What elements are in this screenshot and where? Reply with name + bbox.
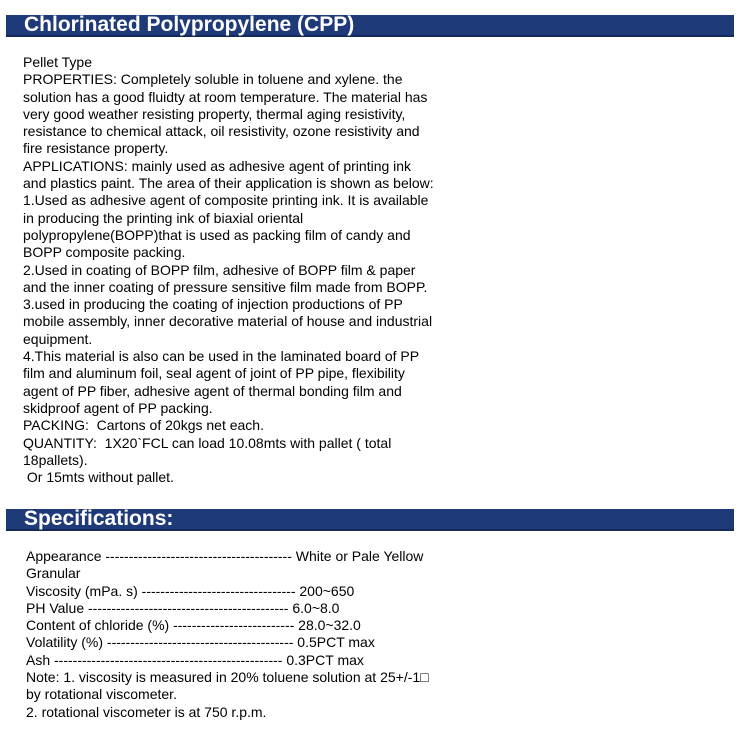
description-line: very good weather resisting property, thermal aging resistivity, <box>23 105 406 122</box>
description-line: 18pallets). <box>23 451 88 468</box>
description-line: resistance to chemical attack, oil resistivity, ozone resistivity and <box>23 123 420 140</box>
description-line: solution has a good fluidty at room temperature. The material has <box>23 88 428 105</box>
description-line: mobile assembly, inner decorative material of house and industrial <box>23 313 433 330</box>
specification-line: Granular <box>26 565 81 582</box>
description-line: and the inner coating of pressure sensitive film made from BOPP. <box>23 278 428 295</box>
description-line: Or 15mts without pallet. <box>23 469 174 486</box>
description-line: 1.Used as adhesive agent of composite printing ink. It is available <box>23 192 429 209</box>
description-line: PACKING: Cartons of 20kgs net each. <box>23 417 264 434</box>
specification-line: Viscosity (mPa. s) --------------------------------- 200~650 <box>26 582 355 599</box>
product-description <box>23 54 463 486</box>
description-line: polypropylene(BOPP)that is used as packing film of candy and <box>23 226 411 243</box>
description-line: 3.used in producing the coating of injection productions of PP <box>23 296 403 313</box>
specifications-list <box>26 548 466 721</box>
description-line: equipment. <box>23 330 93 347</box>
description-line: 2.Used in coating of BOPP film, adhesive of BOPP film & paper <box>23 261 416 278</box>
specification-line: by rotational viscometer. <box>26 686 177 703</box>
description-line: PROPERTIES: Completely soluble in toluene and xylene. the <box>23 71 403 88</box>
description-line: and plastics paint. The area of their application is shown as below: <box>23 175 434 192</box>
specification-line: Ash ------------------------------------------------- 0.3PCT max <box>26 651 364 668</box>
product-title-bar <box>6 15 734 37</box>
specification-line: Appearance ---------------------------------------- White or Pale Yellow <box>26 548 424 564</box>
specification-line: Volatility (%) ---------------------------------------- 0.5PCT max <box>26 634 375 651</box>
description-line: Pellet Type <box>23 54 93 70</box>
specification-line: Content of chloride (%) -------------------------- 28.0~32.0 <box>26 617 361 634</box>
description-line: agent of PP fiber, adhesive agent of thermal bonding film and <box>23 382 402 399</box>
specification-line: Note: 1. viscosity is measured in 20% toluene solution at 25+/-1□ <box>26 669 429 686</box>
description-line: skidproof agent of PP packing. <box>23 399 213 416</box>
product-title: Chlorinated Polypropylene (CPP) <box>24 13 355 36</box>
specifications-title-bar <box>6 509 734 531</box>
description-line: 4.This material is also can be used in the laminated board of PP <box>23 348 420 365</box>
description-line: BOPP composite packing. <box>23 244 186 261</box>
specification-line: PH Value ------------------------------------------- 6.0~8.0 <box>26 599 340 616</box>
description-line: film and aluminum foil, seal agent of joint of PP pipe, flexibility <box>23 365 405 382</box>
description-line: APPLICATIONS: mainly used as adhesive agent of printing ink <box>23 157 412 174</box>
description-line: QUANTITY: 1X20`FCL can load 10.08mts with pallet ( total <box>23 434 392 451</box>
description-line: in producing the printing ink of biaxial oriental <box>23 209 304 226</box>
description-line: fire resistance property. <box>23 140 169 157</box>
specifications-title: Specifications: <box>24 507 174 530</box>
specification-line: 2. rotational viscometer is at 750 r.p.m. <box>26 703 267 720</box>
